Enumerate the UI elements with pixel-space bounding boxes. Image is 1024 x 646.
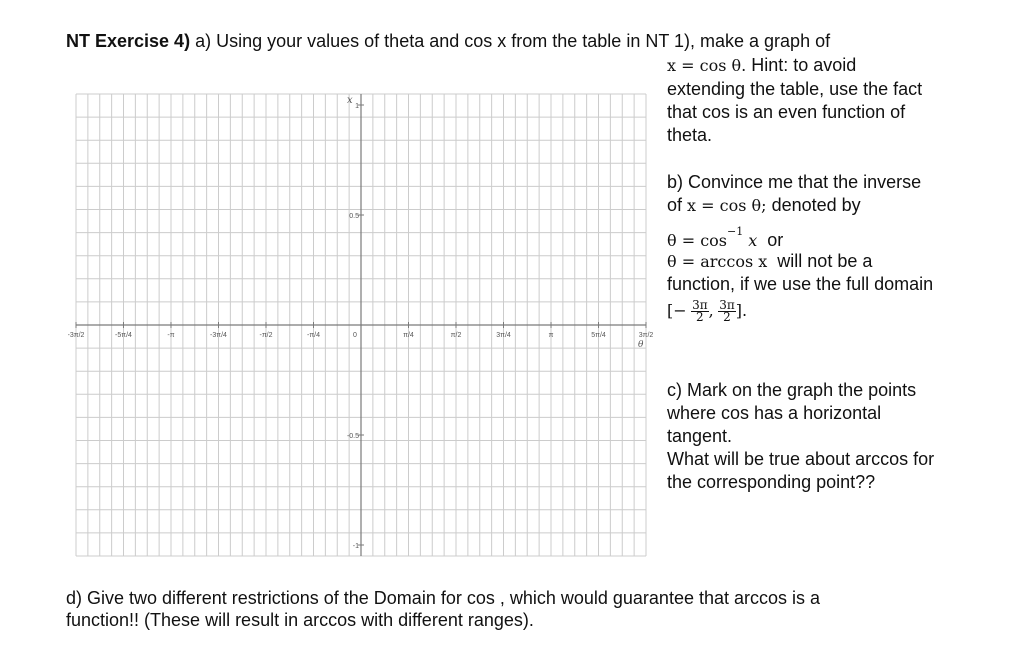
x-tick-label: 3π/4 [496, 332, 511, 339]
domain-open: [− [667, 301, 687, 320]
part-c-line4: What will be true about arccos for [667, 449, 935, 469]
part-b-denoted: denoted by [771, 195, 861, 215]
domain-upper-den: 2 [723, 310, 731, 325]
part-c-line5: the corresponding point?? [667, 472, 876, 492]
x-tick-label: -5π/4 [115, 332, 132, 339]
y-tick-label: 0.5 [349, 213, 359, 220]
y-tick-label: -1 [352, 543, 359, 550]
y-tick-label: 1 [355, 103, 359, 110]
theta-axis-title: θ [638, 340, 644, 350]
part-a-line5: theta. [667, 125, 713, 145]
y-tick-label: -0.5 [346, 433, 359, 440]
part-b-inverse-exponent: −1 [727, 225, 744, 238]
domain-lower-den: 2 [696, 310, 704, 325]
part-a-line1: a) Using your values of theta and cos x from the table in NT 1), make a graph of [195, 31, 831, 51]
part-a-line4: that cos is an even function of [667, 102, 906, 122]
part-b-line1: b) Convince me that the inverse [667, 172, 922, 192]
part-d-line1: d) Give two different restrictions of the Domain for cos , which would guarantee that arccos is a [66, 588, 821, 608]
x-tick-label: -3π/4 [210, 332, 227, 339]
part-a-equation: x = cos θ. [667, 56, 747, 75]
part-b-or: or [767, 230, 784, 250]
cosine-graph-grid[interactable] [68, 86, 658, 568]
part-b-of: of [667, 195, 683, 215]
x-tick-label: -π [167, 332, 175, 339]
exercise-header [66, 30, 830, 52]
part-b-not-function: will not be a [777, 251, 873, 271]
domain-lower-fraction [691, 300, 709, 323]
x-tick-label: 0 [353, 332, 357, 339]
x-tick-label: -π/4 [306, 332, 320, 339]
domain-close: ]. [735, 301, 748, 320]
part-c-line1: c) Mark on the graph the points [667, 380, 917, 400]
domain-upper-fraction [718, 300, 736, 323]
x-tick-label: -3π/2 [68, 332, 85, 339]
part-b-arccos: θ = arccos x [667, 252, 768, 271]
x-tick-label: 5π/4 [591, 332, 606, 339]
part-b-line3 [667, 225, 783, 252]
x-axis-title: x [347, 95, 353, 106]
part-c-line3: tangent. [667, 426, 733, 446]
part-b-inverse-cos: θ = cos [667, 231, 728, 250]
x-tick-label: 3π/2 [638, 332, 654, 339]
part-a-line2 [667, 54, 856, 77]
part-a-line3: extending the table, use the fact [667, 79, 923, 99]
domain-sep: , [708, 301, 714, 320]
part-b-inverse-var: x [748, 231, 758, 250]
x-tick-label: π [548, 332, 554, 339]
domain-upper-num: 3π [719, 298, 735, 313]
x-tick-label: -π/2 [259, 332, 273, 339]
part-c-line2: where cos has a horizontal [667, 403, 882, 423]
x-tick-label: π/2 [450, 332, 462, 339]
part-d-line2: function!! (These will result in arccos with different ranges). [66, 610, 534, 630]
domain-lower-num: 3π [692, 298, 708, 313]
part-b-line4 [667, 250, 872, 273]
part-a-hint: Hint: to avoid [751, 55, 857, 75]
part-b-line2 [667, 194, 861, 217]
part-b-equation: x = cos θ; [687, 196, 767, 215]
exercise-title: NT Exercise 4) [66, 31, 191, 51]
x-tick-label: π/4 [403, 332, 414, 339]
part-b-line5: function, if we use the full domain [667, 274, 934, 294]
part-b-domain [667, 300, 747, 323]
